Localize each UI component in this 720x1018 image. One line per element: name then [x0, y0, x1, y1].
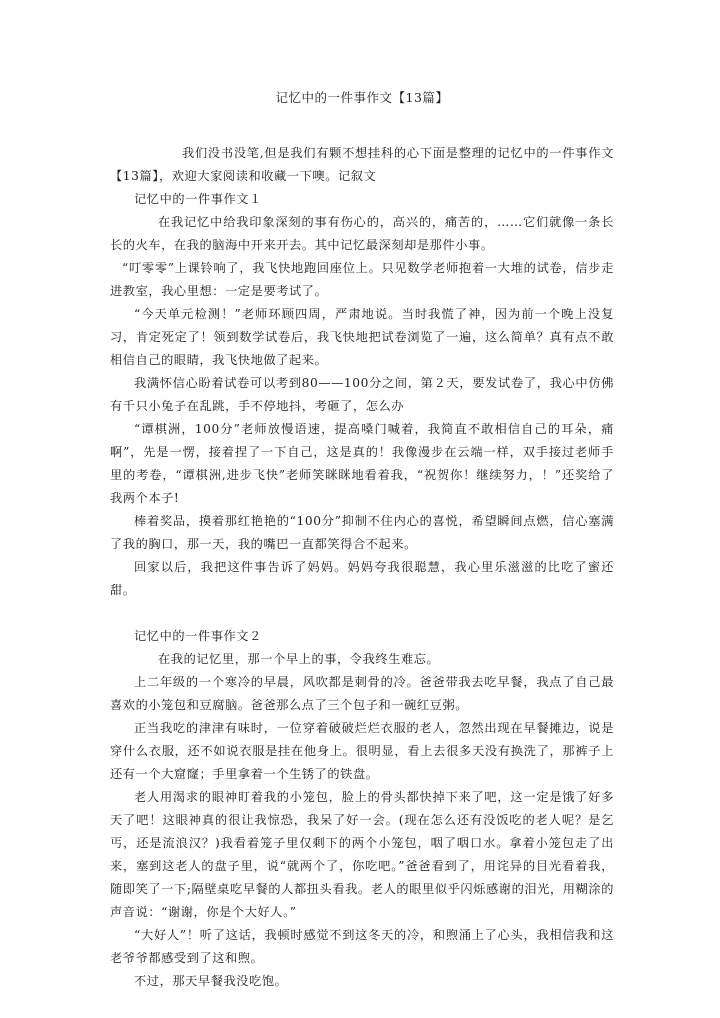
essay2-paragraph-5: “大好人”！听了这话，我顿时感觉不到这冬天的冷，和煦涌上了心头，我相信我和这老爷爷都感受到了这和煦。 — [110, 928, 614, 965]
essay1-paragraph-3: “今天单元检测！”老师环顾四周，严肃地说。当时我慌了神，因为前一个晚上没复习，肯定死定了！领到数学试卷后，我飞快地把试卷浏览了一遍，这么简单？真有点不敢相信自己的眼睛，我飞快地做了起来。 — [110, 307, 614, 367]
essay1-paragraph-7: 回家以后，我把这件事告诉了妈妈。妈妈夸我很聪慧，我心里乐滋滋的比吃了蜜还甜。 — [110, 560, 614, 597]
essay1-paragraph-1: 在我记忆中给我印象深刻的事有伤心的，高兴的，痛苦的，……它们就像一条长长的火车，在我的脑海中开来开去。其中记忆最深刻却是那件小事。 — [110, 215, 614, 252]
intro-paragraph: 我们没书没笔,但是我们有颗不想挂科的心下面是整理的记忆中的一件事作文【13篇】，欢迎大家阅读和收藏一下噢。记叙文 — [110, 146, 614, 183]
essay2-paragraph-6: 不过，那天早餐我没吃饱。 — [134, 974, 288, 988]
essay2-paragraph-3: 正当我吃的津津有味时，一位穿着破破烂烂衣服的老人，忽然出现在早餐摊边，说是穿什么衣服，还不如说衣服是挂在他身上。很明显，看上去很多天没有换洗了，那裤子上还有一个大窟窿；手里拿着一个生锈了的铁盘。 — [110, 721, 614, 781]
essay2-paragraph-4: 老人用渴求的眼神盯着我的小笼包，脸上的骨头都快掉下来了吧，这一定是饿了好多天了吧！这眼神真的很让我惊恐，我呆了好一会。(现在怎么还有没饭吃的老人呢？是乞丐，还是流浪汉？)我看着笼子里仅剩下的两个小笼包，咽了咽口水。拿着小笼包走了出来，塞到这老人的盘子里，说“就两个了，你吃吧。”爸爸看到了，用诧异的目光看着我，随即笑了一下;隔壁桌吃早餐的人都扭头看我。老人的眼里似乎闪烁感谢的泪光，用糊涂的声音说：“谢谢，你是个大好人。” — [110, 790, 614, 919]
section-gap — [110, 602, 614, 625]
essay2-heading: 记忆中的一件事作文２ — [134, 629, 262, 643]
essay1-paragraph-4: 我满怀信心盼着试卷可以考到80——100分之间，第２天，要发试卷了，我心中仿佛有千只小兔子在乱跳，手不停地抖，考砸了，怎么办 — [110, 376, 614, 413]
document-page — [110, 88, 614, 993]
essay1-paragraph-6: 棒着奖品，摸着那红艳艳的“100分”抑制不住内心的喜悦，希望瞬间点燃，信心塞满了我的胸口，那一天，我的嘴巴一直都笑得合不起来。 — [110, 514, 614, 551]
document-title: 记忆中的一件事作文【13篇】 — [275, 90, 449, 105]
essay1-paragraph-5: “谭棋洲，100分”老师放慢语速，提高嗓门喊着，我简直不敢相信自己的耳朵，痛啊”，先是一愣，接着捏了一下自己，这是真的！我像漫步在云端一样，双手接过老师手里的考卷，“谭棋洲,进步飞快”老师笑眯眯地看着我，“祝贺你！继续努力，！”还奖给了我两个本子! — [110, 422, 614, 505]
essay2-paragraph-2: 上二年级的一个寒冷的早晨，风吹都是刺骨的冷。爸爸带我去吃早餐，我点了自己最喜欢的小笼包和豆腐脑。爸爸那么点了三个包子和一碗红豆粥。 — [110, 675, 614, 712]
essay1-heading: 记忆中的一件事作文１ — [134, 192, 262, 206]
essay1-paragraph-2: “叮零零”上课铃响了，我飞快地跑回座位上。只见数学老师抱着一大堆的试卷，信步走进教室，我心里想：一定是要考试了。 — [110, 261, 614, 298]
essay2-paragraph-1: 在我的记忆里，那一个早上的事，令我终生难忘。 — [158, 652, 440, 666]
